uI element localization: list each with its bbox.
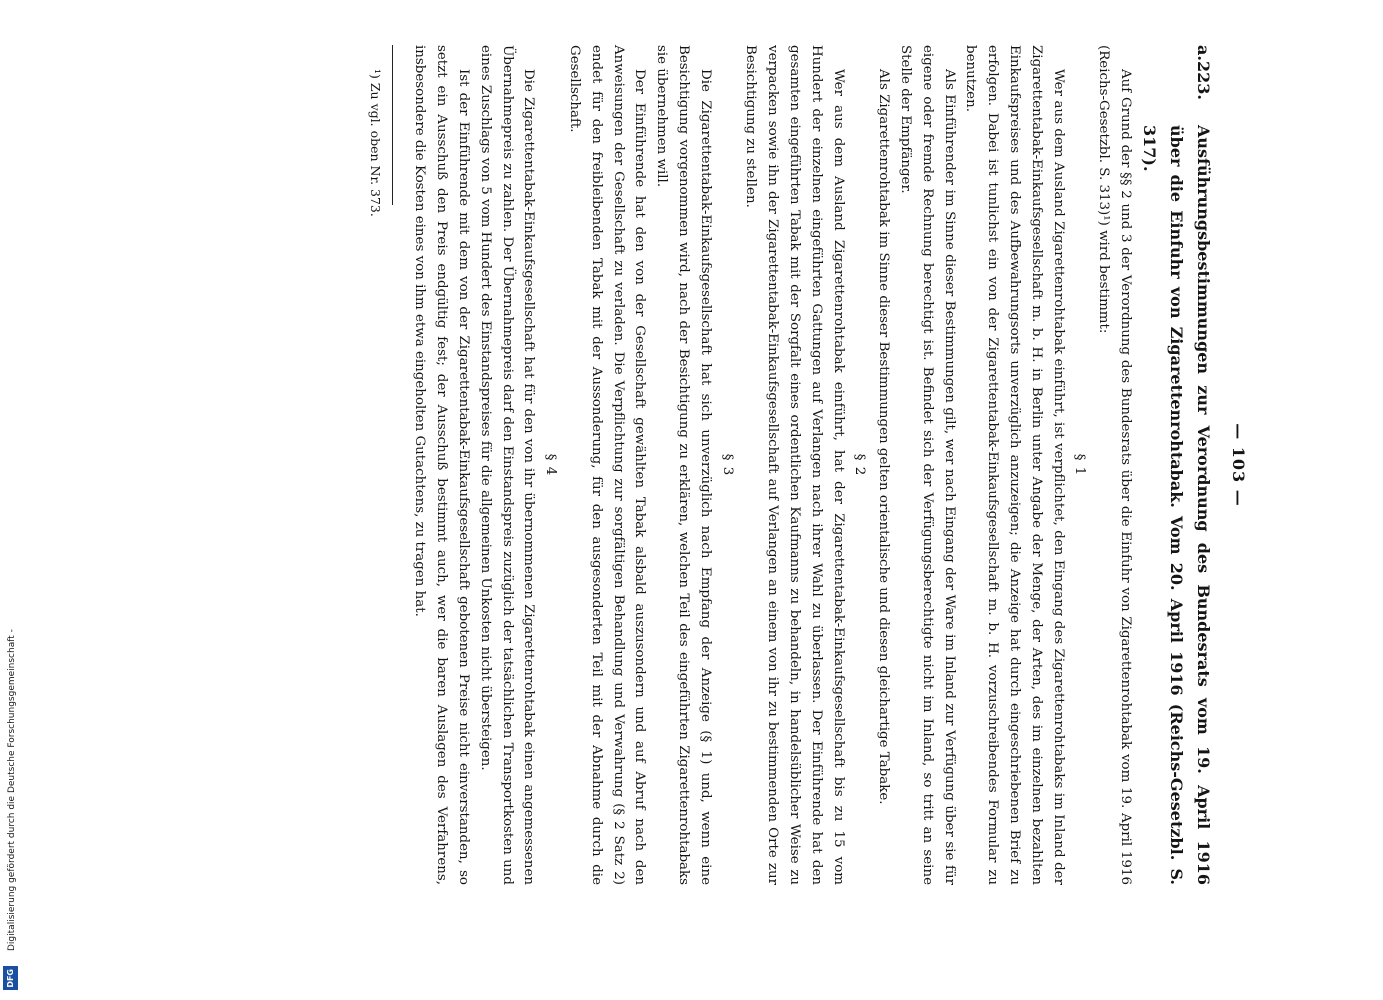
section-heading-4: § 4 xyxy=(543,453,559,477)
section-1-paragraph-2: Als Einführender im Sinne dieser Bestimmungen gilt, wer nach Eingang der Ware im Inland zur Verfügung über sie für eigene oder fremde Rechnung berechtigt ist. Befindet sich der Verfügungsberechtigte nicht im Inland, so tritt an seine Stelle der Empfänger. xyxy=(898,45,957,885)
dfg-logo xyxy=(3,966,18,990)
page-number: — 103 — xyxy=(1229,423,1248,507)
section-heading-2: § 2 xyxy=(852,453,868,477)
section-3-paragraph-1: Die Zigarettentabak-Einkaufsgesellschaft hat sich unverzüglich nach Empfang der Anzeige (§ 1) und, wenn eine Besichtigung vorgenommen wird, nach der Besichtigung zu erklären, welchen Teil des eingeführten Zigarettenrohtabaks sie übernehmen will. xyxy=(654,45,713,885)
entry-number: a.223. xyxy=(1194,45,1213,100)
section-2-paragraph-1: Wer aus dem Ausland Zigarettenrohtabak einführt, hat der Zigarettentabak-Einkaufsgesellschaft bis zu 15 vom Hundert der einzelnen eingeführten Gattungen auf Verlangen nach ihrer Wahl zu überlassen. Der Einführende hat den gesamten eingeführten Tabak mit der Sorgfalt eines ordentlichen Kaufmanns zu behandeln, in handelsüblicher Weise zu verpacken sowie ihn der Zigarettentabak-Einkaufsgesellschaft auf Verlangen an einem von ihr zu bestimmenden Orte zur Besichtigung zu stellen. xyxy=(743,45,846,885)
section-heading-3: § 3 xyxy=(719,453,735,477)
section-1-paragraph-1: Wer aus dem Ausland Zigarettenrohtabak einführt, ist verpflichtet, den Eingang des Zigarettenrohtabaks im Inland der Zigarettentabak-Einkaufsgesellschaft m. b. H. in Berlin unter Angabe der Menge, der Arten, des im einzelnen bezahlten Einkaufspreises und des Aufbewahrungsorts unverzüglich anzuzeigen; die Anzeige hat durch eingeschriebenen Brief zu erfolgen. Dabei ist tunlichst ein von der Zigarettentabak-Einkaufsgesellschaft m. b. H. vorzuschreibendes Formular zu benutzen. xyxy=(963,45,1066,885)
section-1-paragraph-3: Als Zigarettenrohtabak im Sinne dieser Bestimmungen gelten orientalische und diesen gleichartige Tabake. xyxy=(876,69,892,805)
intro-paragraph: Auf Grund der §§ 2 und 3 der Verordnung des Bundesrats über die Einfuhr von Zigarettenrohtabak vom 19. April 1916 (Reichs-Gesetzbl. S. 313)¹) wird bestimmt: xyxy=(1096,45,1133,885)
section-heading-1: § 1 xyxy=(1072,453,1088,477)
footnote-divider xyxy=(392,45,393,205)
entry-heading xyxy=(1136,45,1217,885)
entry-title: Ausführungsbestimmungen zur Verordnung des Bundesrats vom 19. April 1916 über die Einfuhr von Zigarettenrohtabak. Vom 20. April 1916 (Reichs-Gesetzbl. S. 317). xyxy=(1140,125,1213,885)
dfg-logo-text: DFG xyxy=(6,968,15,988)
section-4-paragraph-1: Die Zigarettentabak-Einkaufsgesellschaft hat für den von ihr übernommenen Zigarettenrohtabak einen angemessenen Übernahmepreis zu zahlen. Der Übernahmepreis darf den Einstandspreis zuzüglich der tatsächlichen Transportkosten und eines Zuschlags von 5 vom Hundert des Einstandspreises für die allgemeinen Unkosten nicht übersteigen. xyxy=(477,45,537,885)
funding-note: Digitalisierung gefördert durch die Deutsche Forschungsgemeinschaft - xyxy=(7,629,17,951)
section-3-paragraph-2: Der Einführende hat den von der Gesellschaft gewählten Tabak alsbald auszusondern und auf Abruf nach den Anweisungen der Gesellschaft zu verladen. Die Verpflichtung zur sorgfältigen Behandlung und Verwahrung (§ 2 Satz 2) endet für den freibleibenden Tabak mit der Aussonderung, für den ausgesonderten Teil mit der Abnahme durch die Gesellschaft. xyxy=(567,45,648,885)
footnote: ¹) Zu vgl. oben Nr. 373. xyxy=(367,69,383,217)
section-4-paragraph-2: Ist der Einführende mit dem von der Zigarettentabak-Einkaufsgesellschaft gebotenen Preise nicht einverstanden, so setzt ein Ausschuß den Preis endgültig fest; der Ausschuß bestimmt auch, wer die baren Auslagen des Verfahrens, insbesondere die Kosten eines von ihm etwa eingeholten Gutachtens, zu tragen hat. xyxy=(412,45,472,885)
document-page xyxy=(155,45,1255,885)
